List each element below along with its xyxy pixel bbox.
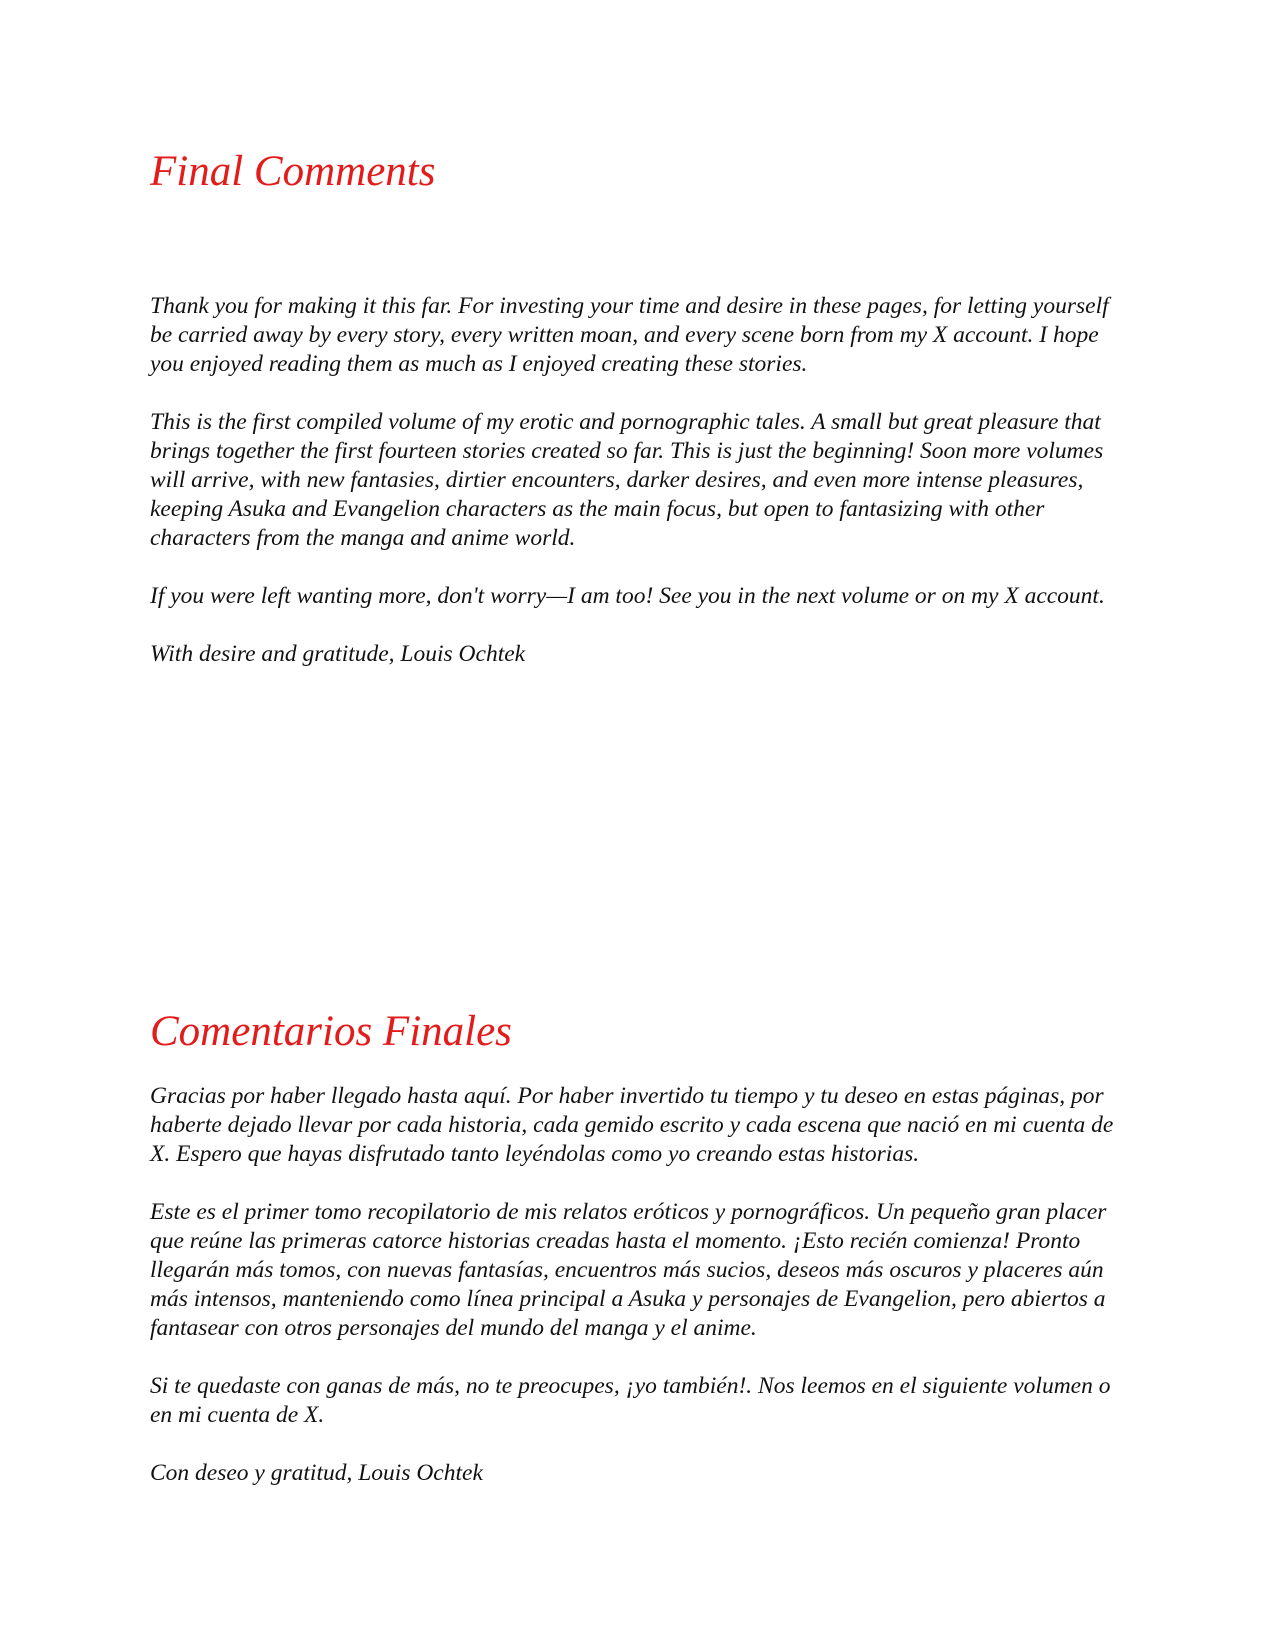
spanish-section (150, 1008, 1130, 1517)
english-paragraph-1: Thank you for making it this far. For investing your time and desire in these pages, for letting yourself be carried away by every story, every written moan, and every scene born from my X account. I hope you enjoyed reading them as much as I enjoyed creating these stories. (150, 293, 1109, 377)
english-paragraph-3: If you were left wanting more, don't worry—I am too! See you in the next volume or on my X account. (150, 583, 1105, 609)
spanish-paragraph-1: Gracias por haber llegado hasta aquí. Por haber invertido tu tiempo y tu deseo en estas páginas, por haberte dejado llevar por cada historia, cada gemido escrito y cada escena que nació en mi cuenta de X. Espero que hayas disfrutado tanto leyéndolas como yo creando estas historias. (150, 1083, 1114, 1167)
english-paragraph-2: This is the first compiled volume of my erotic and pornographic tales. A small but great pleasure that brings together the first fourteen stories created so far. This is just the beginning! Soon more volumes will arrive, with new fantasies, dirtier encounters, darker desires, and even more intense pleasures, keeping Asuka and Evangelion characters as the main focus, but open to fantasizing with other characters from the manga and anime world. (150, 409, 1104, 551)
english-section (150, 148, 1130, 698)
english-signature: With desire and gratitude, Louis Ochtek (150, 641, 526, 667)
spanish-signature: Con deseo y gratitud, Louis Ochtek (150, 1460, 483, 1486)
spanish-paragraph-3: Si te quedaste con ganas de más, no te preocupes, ¡yo también!. Nos leemos en el siguiente volumen o en mi cuenta de X. (150, 1373, 1111, 1428)
english-title: Final Comments (150, 148, 436, 195)
spanish-paragraph-2: Este es el primer tomo recopilatorio de mis relatos eróticos y pornográficos. Un pequeño gran placer que reúne las primeras catorce historias creadas hasta el momento. ¡Esto recién comienza! Pronto llegarán más tomos, con nuevas fantasías, encuentros más sucios, deseos más oscuros y placeres aún más intensos, manteniendo como línea principal a Asuka y personajes de Evangelion, pero abiertos a fantasear con otros personajes del mundo del manga y el anime. (150, 1199, 1107, 1341)
spanish-title: Comentarios Finales (150, 1008, 512, 1055)
